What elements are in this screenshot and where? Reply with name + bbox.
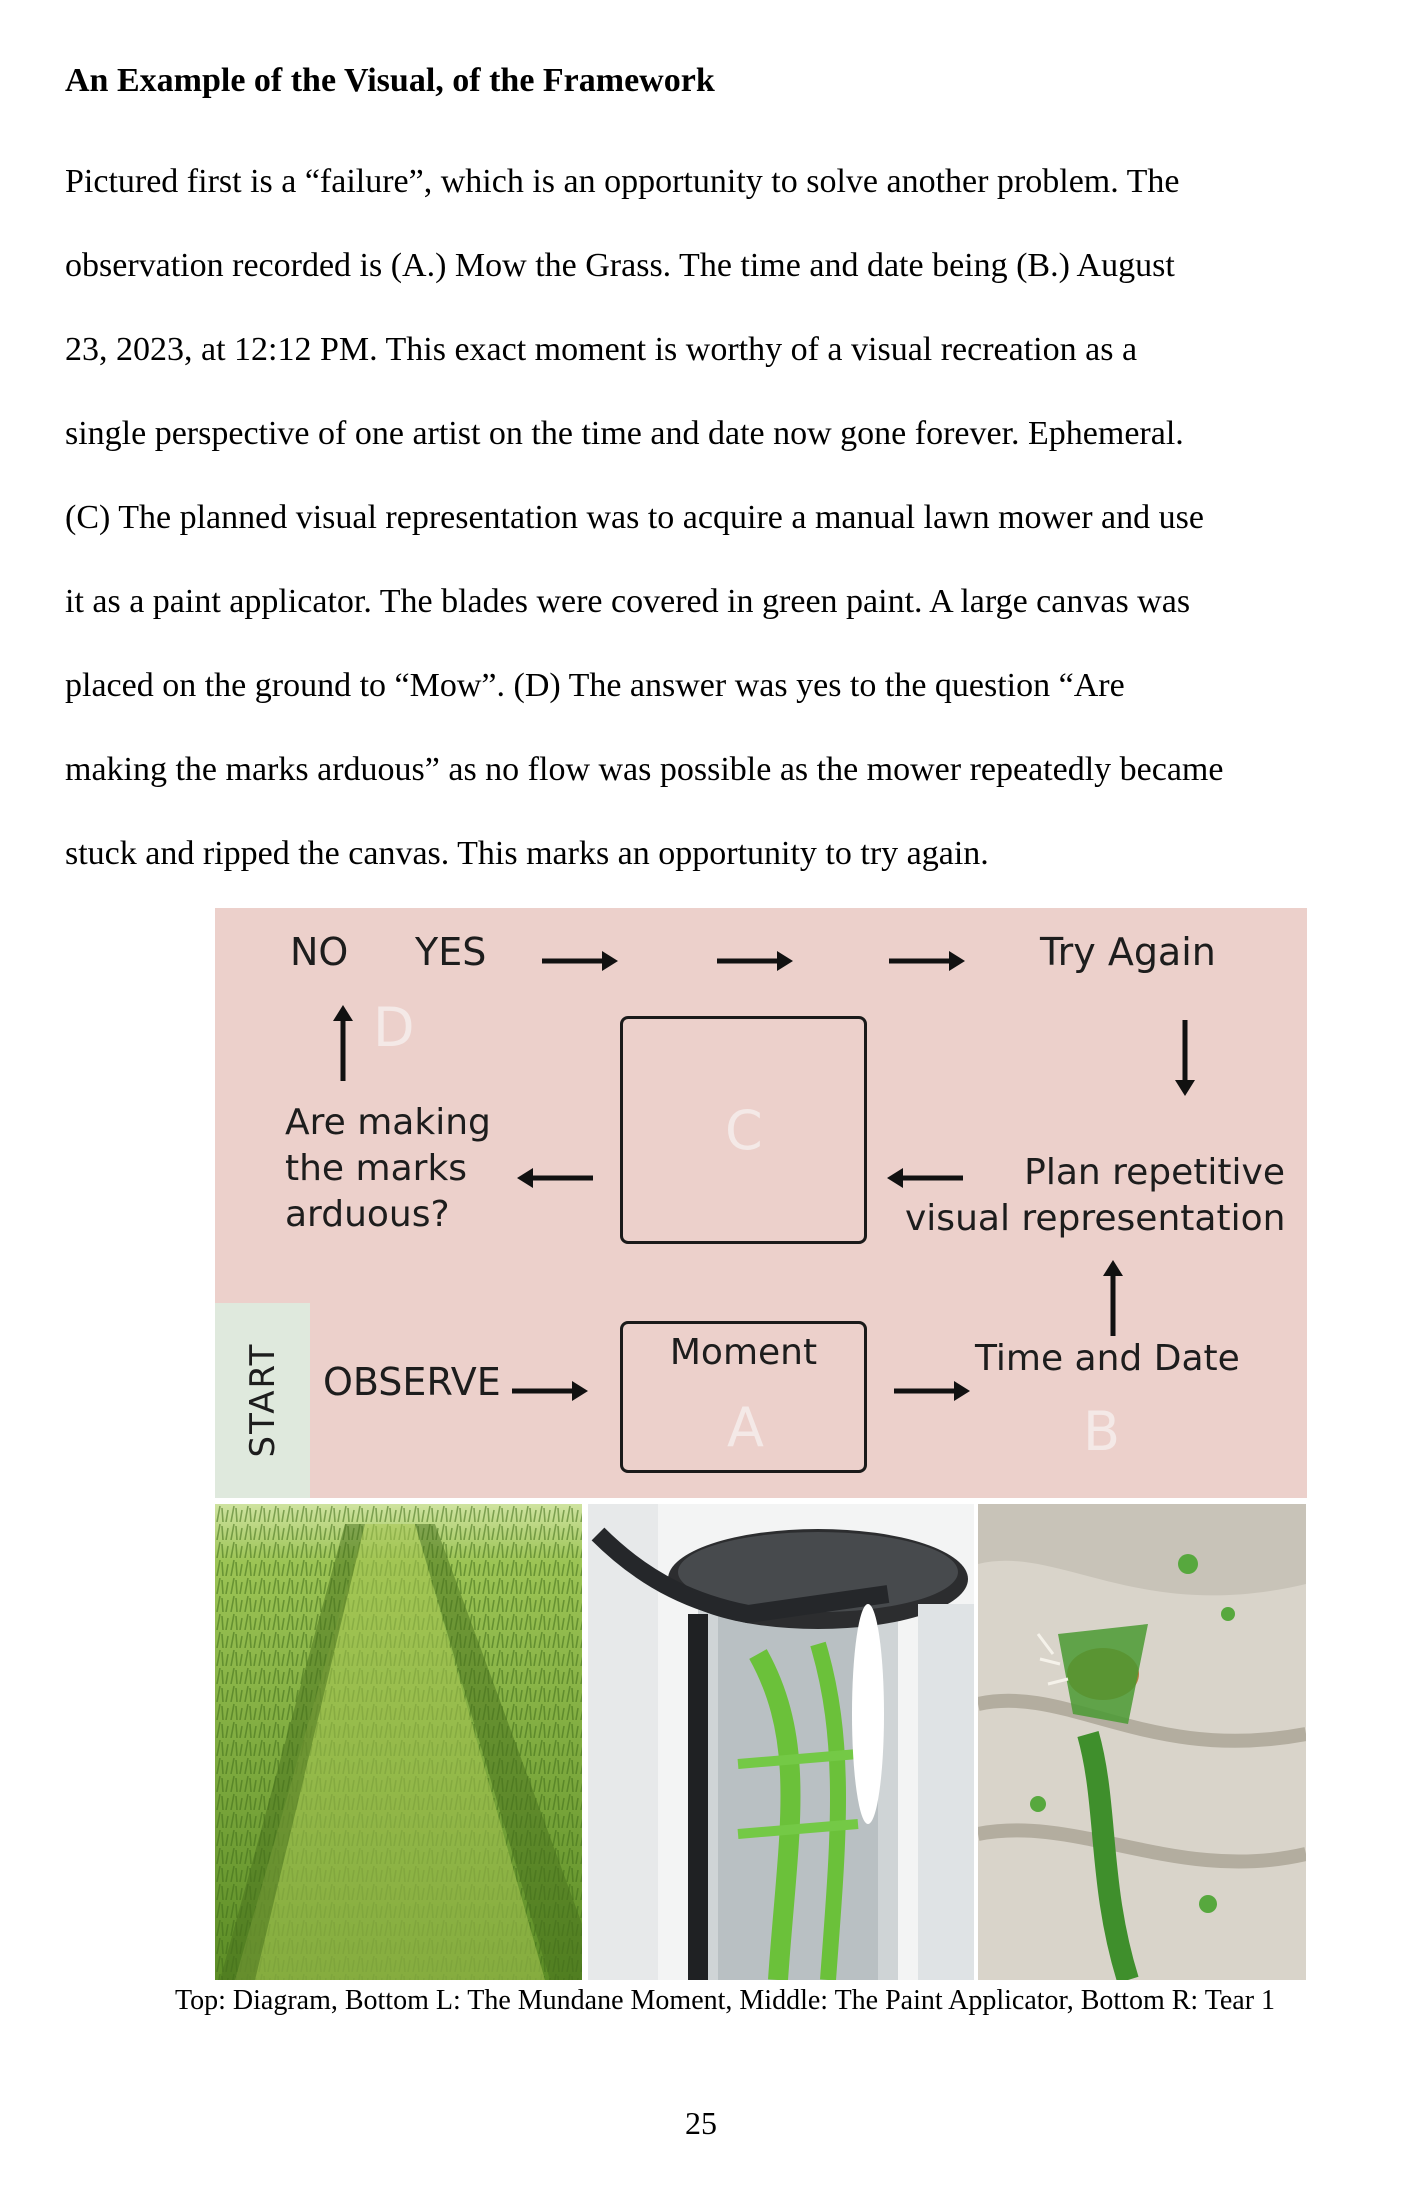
mower-image xyxy=(588,1504,974,1980)
box-c xyxy=(620,1016,867,1244)
paragraph-line: Pictured first is a “failure”, which is an opportunity to solve another problem. The xyxy=(65,163,1180,200)
arrow-down-icon xyxy=(1172,1018,1198,1098)
paragraph-line: it as a paint applicator. The blades were covered in green paint. A large canvas was xyxy=(65,583,1191,620)
paragraph-line: (C) The planned visual representation was to acquire a manual lawn mower and use xyxy=(65,499,1204,536)
grass-image xyxy=(215,1504,582,1980)
arrow-right-icon xyxy=(887,948,967,974)
arrow-right-icon xyxy=(510,1378,590,1404)
start-tab xyxy=(215,1303,310,1498)
paragraph-line: stuck and ripped the canvas. This marks an opportunity to try again. xyxy=(65,835,989,872)
moment-label: Moment xyxy=(669,1332,818,1373)
letter-c: C xyxy=(725,1099,763,1162)
yes-label: YES xyxy=(415,930,487,974)
observe-label: OBSERVE xyxy=(323,1360,501,1404)
paragraph-line: 23, 2023, at 12:12 PM. This exact moment is worthy of a visual recreation as a xyxy=(65,331,1138,368)
section-heading: An Example of the Visual, of the Framework xyxy=(65,62,715,99)
grass-photo xyxy=(215,1504,582,1980)
time-and-date-label: Time and Date xyxy=(975,1338,1240,1379)
try-again-label: Try Again xyxy=(1040,930,1216,974)
question-line: Are making xyxy=(285,1102,491,1143)
arrow-right-icon xyxy=(540,948,620,974)
letter-a: A xyxy=(727,1396,764,1459)
framework-diagram xyxy=(215,908,1307,1498)
paragraph-line: observation recorded is (A.) Mow the Grass. The time and date being (B.) August xyxy=(65,247,1175,284)
letter-b: B xyxy=(1083,1400,1121,1463)
body-paragraph xyxy=(65,140,1355,896)
tear-image xyxy=(978,1504,1306,1980)
arrow-up-icon xyxy=(330,1003,356,1083)
arrow-up-icon xyxy=(1100,1258,1126,1338)
plan-line: Plan repetitive xyxy=(1024,1152,1285,1193)
plan-line: visual representation xyxy=(905,1198,1286,1239)
figure-caption: Top: Diagram, Bottom L: The Mundane Moment, Middle: The Paint Applicator, Bottom R: Tear 1 xyxy=(174,1985,1276,2016)
page-number: 25 xyxy=(685,2105,717,2141)
paragraph-line: placed on the ground to “Mow”. (D) The answer was yes to the question “Are xyxy=(65,667,1125,704)
arrow-left-icon xyxy=(515,1165,595,1191)
paragraph-line: making the marks arduous” as no flow was possible as the mower repeatedly became xyxy=(65,751,1224,788)
arduous-question xyxy=(285,1100,491,1238)
plan-text xyxy=(905,1150,1285,1242)
start-label: START xyxy=(243,1342,283,1458)
question-line: arduous? xyxy=(285,1194,450,1235)
no-label: NO xyxy=(290,930,349,974)
mower-photo xyxy=(588,1504,974,1980)
question-line: the marks xyxy=(285,1148,468,1189)
arrow-right-icon xyxy=(715,948,795,974)
paragraph-line: single perspective of one artist on the time and date now gone forever. Ephemeral. xyxy=(65,415,1184,452)
arrow-right-icon xyxy=(892,1378,972,1404)
tear-photo xyxy=(978,1504,1306,1980)
box-a xyxy=(620,1321,867,1473)
letter-d: D xyxy=(373,996,415,1059)
